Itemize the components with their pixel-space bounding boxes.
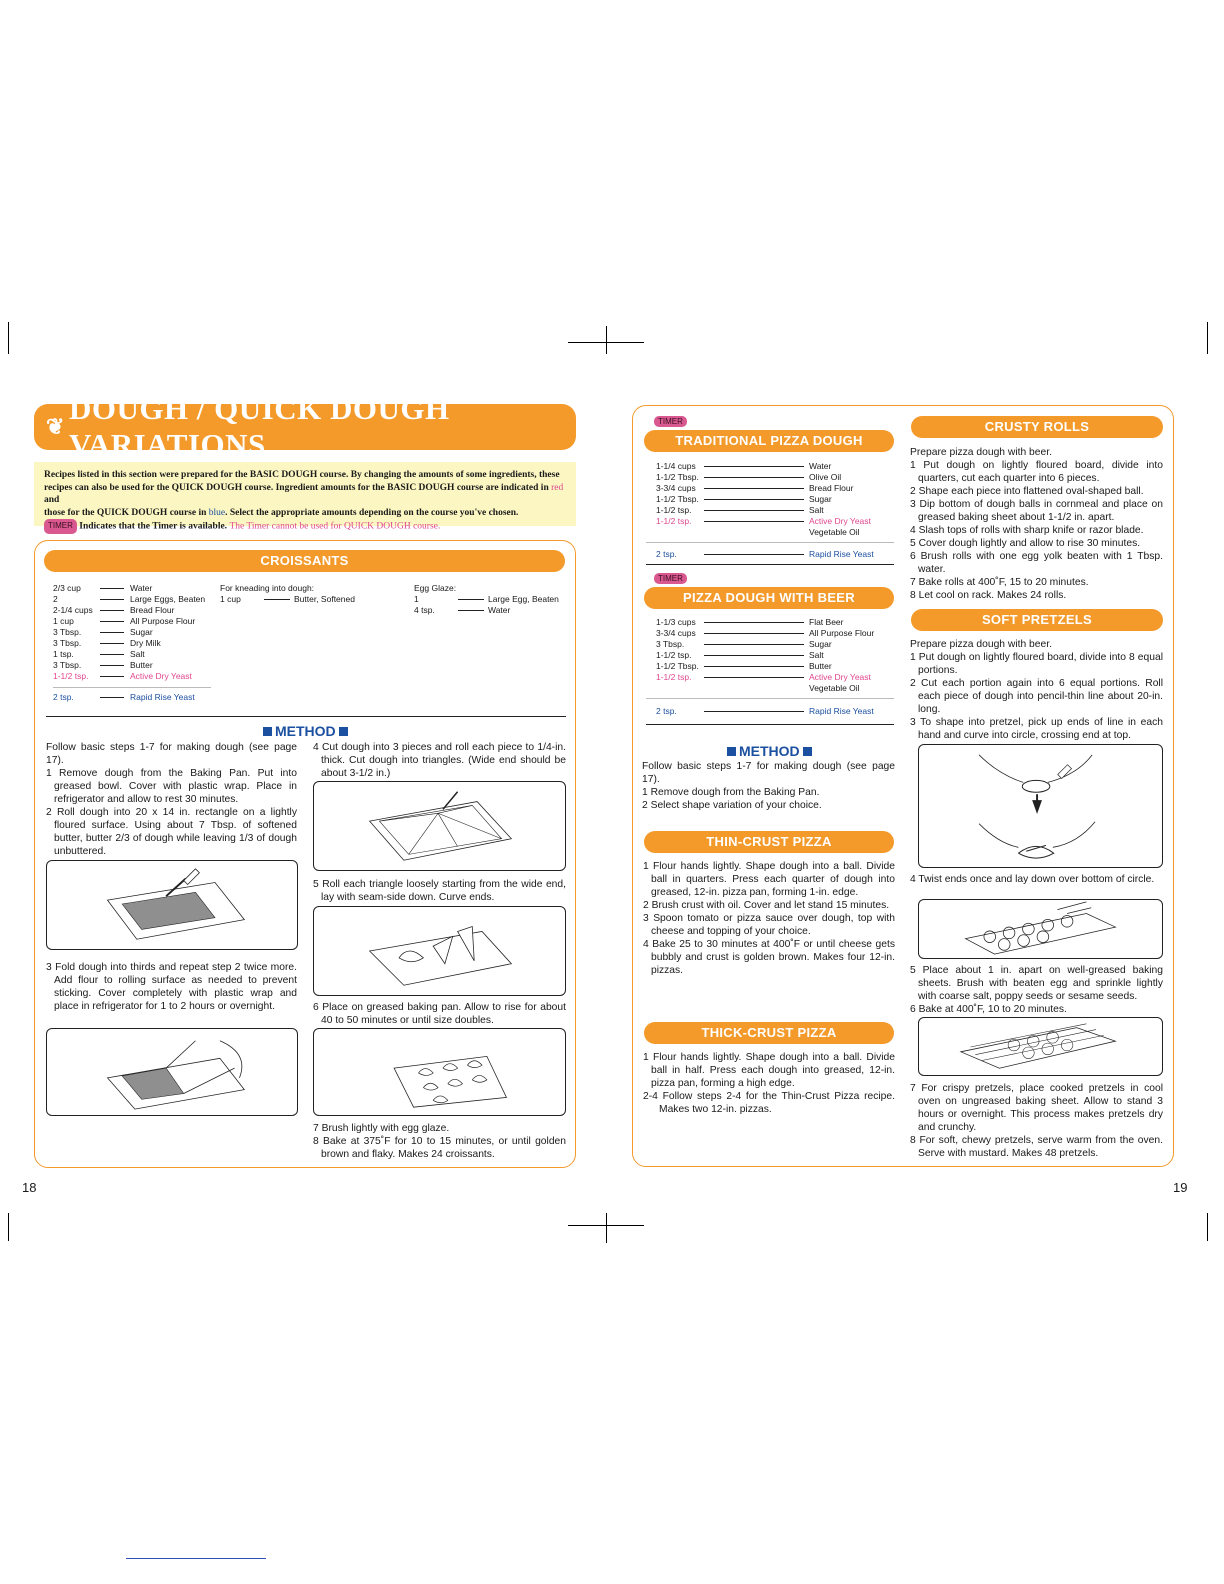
thick-crust-title: THICK-CRUST PIZZA: [644, 1022, 894, 1044]
timer-note: Indicates that the Timer is available.: [76, 521, 230, 532]
ingredient-name: Water: [130, 583, 153, 593]
section-banner: [34, 391, 576, 462]
crusty-intro: Prepare pizza dough with beer.: [910, 447, 1052, 458]
crusty-step-1: 1 Put dough on lightly floured board, divide into quarters, cut each quarter into 6 pieces.: [910, 460, 1163, 484]
ingredient-name: Large Eggs, Beaten: [130, 594, 206, 604]
croissants-step-2: 2 Roll dough into 20 x 14 in. rectangle on a lightly floured surface. Using about 7 Tbsp. of softened butter, butter 2/3 of dough while leaving 1/3 of dough unbuttered.: [46, 807, 297, 857]
crop-mark: [1207, 322, 1208, 354]
ingredient-qty: 1-1/2 tsp.: [656, 672, 692, 682]
ingredient-qty: 3 Tbsp.: [53, 627, 82, 637]
croissants-ingredients-rule: [46, 716, 566, 717]
pretzel-step-5: 5 Place about 1 in. apart on well-greased baking sheets. Brush with beaten egg and sprinkle lightly with coarse salt, poppy seeds or sesame seeds.: [910, 965, 1163, 1002]
beer-divider: [646, 698, 894, 699]
note-line-2a: recipes can also be used for the QUICK DOUGH course. Ingredient amounts for the BASIC DOUGH course are indicated in: [44, 482, 552, 493]
croissants-step-3: 3 Fold dough into thirds and repeat step 2 twice more. Add flour to rolling surface as needed to prevent sticking. Cover completely with plastic wrap and place in refrigerator for 1 to 2 hours or overnight.: [46, 962, 297, 1012]
ingredient-qty: 1 cup: [220, 594, 241, 604]
page-number-left: 18: [22, 1180, 37, 1195]
ingredient-name: Bread Flour: [130, 605, 175, 615]
leader-line: [704, 644, 804, 645]
ingredient-row: [656, 661, 896, 672]
pizza-method-steps: [642, 760, 895, 812]
illustration-shape-pretzel: [918, 744, 1163, 868]
pretzel-step-4: 4 Twist ends once and lay down over bottom of circle.: [910, 874, 1155, 885]
ingredient-row: [656, 639, 896, 650]
leader-line: [704, 488, 804, 489]
ingredient-row: [53, 671, 218, 682]
soft-pretzels-title: SOFT PRETZELS: [911, 609, 1163, 631]
croissants-steps-right-d: [313, 1122, 566, 1161]
ingredient-qty: 1: [414, 594, 419, 604]
glaze-label: Egg Glaze:: [414, 583, 457, 593]
ingredient-qty: 3 Tbsp.: [656, 639, 685, 649]
leader-line: [100, 643, 124, 644]
leader-line: [704, 521, 804, 522]
ingredient-qty: 2: [53, 594, 58, 604]
croissants-step-5: 5 Roll each triangle loosely starting from the wide end, lay with seam-side down. Curve ends.: [313, 879, 566, 903]
pretzel-steps-c: [910, 964, 1163, 1016]
crusty-step-2: 2 Shape each piece into flattened oval-shaped ball.: [910, 486, 1144, 497]
ingredient-name: Sugar: [809, 639, 832, 649]
ingredient-qty: 1-1/2 Tbsp.: [656, 661, 699, 671]
thick-step-2: 2-4 Follow steps 2-4 for the Thin-Crust Pizza recipe. Makes two 12-in. pizzas.: [643, 1091, 895, 1115]
traditional-pizza-title: TRADITIONAL PIZZA DOUGH: [644, 430, 894, 452]
pretzel-steps-d: [910, 1082, 1163, 1160]
kneading-label: For kneading into dough:: [220, 583, 315, 593]
beer-rule: [646, 724, 894, 725]
note-red-word: red: [551, 482, 564, 493]
ingredient-name: Olive Oil: [809, 472, 842, 482]
illustration-baking-pan: [313, 1028, 566, 1116]
pretzel-step-8: 8 For soft, chewy pretzels, serve warm from the oven. Serve with mustard. Makes 48 pretzels.: [910, 1135, 1163, 1159]
croissants-step-1: 1 Remove dough from the Baking Pan. Put into greased bowl. Cover with plastic wrap. Place in refrigerator and allow to rest 30 minutes.: [46, 768, 297, 805]
ingredient-name: Active Dry Yeast: [130, 671, 192, 681]
leader-line: [704, 622, 804, 623]
crusty-step-7: 7 Bake rolls at 400˚F, 15 to 20 minutes.: [910, 577, 1089, 588]
crop-mark: [8, 1213, 9, 1241]
crop-mark: [606, 326, 607, 354]
leader-line: [100, 599, 124, 600]
crusty-step-8: 8 Let cool on rack. Makes 24 rolls.: [910, 590, 1067, 601]
croissants-steps-right-a: [313, 741, 566, 780]
pizza-intro: Follow basic steps 1-7 for making dough (see page 17).: [642, 761, 895, 785]
section-title: DOUGH / QUICK DOUGH VARIATIONS: [68, 391, 450, 462]
ingredient-qty: 1-1/3 cups: [656, 617, 696, 627]
pretzel-step-6: 6 Bake at 400˚F, 10 to 20 minutes.: [910, 1004, 1067, 1015]
ingredient-name: Flat Beer: [809, 617, 844, 627]
ingredient-row: [53, 594, 218, 605]
thick-step-1: 1 Flour hands lightly. Shape dough into a ball. Divide ball in half. Press each dough into greased, 12-in. pizza pan, forming a high edge.: [643, 1052, 895, 1089]
crusty-step-4: 4 Slash tops of rolls with sharp knife or razor blade.: [910, 525, 1144, 536]
ingredient-qty: 3 Tbsp.: [53, 660, 82, 670]
ingredient-name: Bread Flour: [809, 483, 854, 493]
ingredient-qty: 2-1/4 cups: [53, 605, 93, 615]
leader-line: [704, 499, 804, 500]
ingredient-name: Sugar: [130, 627, 153, 637]
ingredient-name: Dry Milk: [130, 638, 161, 648]
beer-ingredients: [656, 617, 896, 694]
crusty-rolls-steps: [910, 446, 1163, 602]
crusty-rolls-title: CRUSTY ROLLS: [911, 416, 1163, 438]
ingredient-name: Active Dry Yeast: [809, 672, 871, 682]
illustration-roll-butter: [46, 860, 298, 950]
pretzel-steps-b: [910, 873, 1163, 886]
ingredient-row: [53, 583, 218, 594]
croissants-step-4: 4 Cut dough into 3 pieces and roll each piece to 1/4-in. thick. Cut dough into triangles. (Wide end should be about 3-1/2 in.): [313, 742, 566, 779]
ingredient-qty: 1-1/2 Tbsp.: [656, 472, 699, 482]
ingredient-name: Rapid Rise Yeast: [809, 549, 874, 559]
croissants-steps-left-b: [46, 961, 297, 1013]
crop-mark: [8, 322, 9, 354]
ingredient-qty: 2 tsp.: [656, 706, 677, 716]
crusty-step-3: 3 Dip bottom of dough balls in cornmeal and place on greased baking sheet about 1-1/2 in. apart.: [910, 499, 1163, 523]
timer-badge: TIMER: [654, 416, 687, 427]
ingredient-qty: 4 tsp.: [414, 605, 435, 615]
course-note: [34, 462, 576, 532]
leader-line: [704, 677, 804, 678]
beer-quick-ingredient: [656, 706, 896, 717]
ingredient-qty: 1-1/4 cups: [656, 461, 696, 471]
ingredient-qty: 2/3 cup: [53, 583, 81, 593]
croissants-divider: [53, 687, 211, 688]
ingredient-row: [414, 605, 574, 616]
note-line-3b: . Select the appropriate amounts depending on the course you've chosen.: [225, 507, 519, 518]
wheat-stalk-icon: ❦: [46, 414, 65, 439]
traditional-rule: [646, 564, 894, 565]
croissants-step-7: 7 Brush lightly with egg glaze.: [313, 1123, 450, 1134]
ingredient-row: [656, 472, 896, 483]
ingredient-row: [53, 638, 218, 649]
ingredient-name: Butter: [130, 660, 153, 670]
ingredient-name: Salt: [809, 505, 824, 515]
pretzel-step-2: 2 Cut each portion again into 6 equal portions. Roll each piece of dough into pencil-thin line about 20-in. long.: [910, 678, 1163, 715]
croissants-quick-ingredient: [53, 692, 218, 703]
leader-line: [100, 632, 124, 633]
pretzel-step-7: 7 For crispy pretzels, place cooked pretzels in cool oven on ungreased baking sheet. Allow to stand 3 hours or overnight. This process makes pretzels dry and crunchy.: [910, 1083, 1163, 1133]
ingredient-name: Water: [488, 605, 511, 615]
note-line-2b: and: [44, 495, 60, 505]
pretzel-step-1: 1 Put dough on lightly floured board, divide into 8 equal portions.: [910, 652, 1163, 676]
leader-line: [458, 610, 484, 611]
ingredient-qty: 1-1/2 tsp.: [656, 650, 692, 660]
illustration-baked-pretzels: [918, 1017, 1163, 1076]
thin-step-1: 1 Flour hands lightly. Shape dough into a ball. Divide ball in quarters. Press each quarter of dough into greased, 12-in. pizza pan, forming 1-in. edge.: [643, 861, 895, 898]
traditional-divider: [646, 542, 894, 543]
note-blue-word: blue: [208, 507, 226, 518]
croissants-steps-right-b: [313, 878, 566, 904]
ingredient-qty: 1 cup: [53, 616, 74, 626]
ingredient-name: Sugar: [809, 494, 832, 504]
ingredient-qty: 3 Tbsp.: [53, 638, 82, 648]
ingredient-qty: 1 tsp.: [53, 649, 74, 659]
thick-crust-steps: [643, 1051, 895, 1116]
footer-link-rule: [126, 1558, 266, 1559]
ingredient-row: [656, 650, 896, 661]
leader-line: [100, 588, 124, 589]
croissants-title: CROISSANTS: [44, 550, 565, 572]
illustration-pretzels-on-sheet: [918, 899, 1163, 959]
ingredient-row: [656, 505, 896, 516]
leader-line: [100, 610, 124, 611]
note-line-3a: those for the QUICK DOUGH course in: [44, 507, 209, 518]
ingredient-row: [656, 483, 896, 494]
ingredient-row: [656, 461, 896, 472]
ingredient-row: [656, 494, 896, 505]
ingredient-name: All Purpose Flour: [130, 616, 196, 626]
leader-line: [704, 633, 804, 634]
pretzel-steps-a: [910, 638, 1163, 742]
illustration-roll-triangles: [313, 906, 566, 996]
timer-badge: TIMER: [654, 573, 687, 584]
illustration-cut-triangles: [313, 781, 566, 871]
leader-line: [100, 654, 124, 655]
crop-mark: [1207, 1213, 1208, 1241]
leader-line: [704, 477, 804, 478]
ingredient-name: Butter: [809, 661, 832, 671]
ingredient-row: [53, 660, 218, 671]
leader-line: [100, 676, 124, 677]
croissants-main-ingredients: [53, 583, 218, 682]
leader-line: [704, 655, 804, 656]
crusty-step-6: 6 Brush rolls with one egg yolk beaten with 1 Tbsp. water.: [910, 551, 1163, 575]
leader-line: [100, 621, 124, 622]
crop-mark: [606, 1213, 607, 1243]
timer-badge: TIMER: [44, 519, 77, 534]
ingredient-row: [414, 594, 574, 605]
beer-pizza-title: PIZZA DOUGH WITH BEER: [644, 587, 894, 609]
ingredient-name: All Purpose Flour: [809, 628, 875, 638]
ingredient-name: Vegetable Oil: [809, 527, 860, 537]
thin-crust-title: THIN-CRUST PIZZA: [644, 831, 894, 853]
ingredient-row: [656, 628, 896, 639]
croissants-step-8: 8 Bake at 375˚F for 10 to 15 minutes, or until golden brown and flaky. Makes 24 croissants.: [313, 1136, 566, 1160]
croissants-steps-left-a: [46, 741, 297, 858]
croissants-steps-right-c: [313, 1001, 566, 1027]
crusty-step-5: 5 Cover dough lightly and allow to rise 30 minutes.: [910, 538, 1141, 549]
ingredient-row: [656, 516, 896, 527]
ingredient-name: Butter, Softened: [294, 594, 355, 604]
ingredient-name: Rapid Rise Yeast: [130, 692, 195, 702]
ingredient-row: [53, 616, 218, 627]
ingredient-qty: 1-1/2 tsp.: [656, 505, 692, 515]
pretzel-step-3: 3 To shape into pretzel, pick up ends of line in each hand and curve into circle, crossing end at top.: [910, 717, 1163, 741]
ingredient-qty: 2 tsp.: [53, 692, 74, 702]
ingredient-row: [656, 672, 896, 683]
ingredient-name: Large Egg, Beaten: [488, 594, 559, 604]
timer-warning: The Timer cannot be used for QUICK DOUGH course.: [229, 521, 441, 532]
ingredient-row: [53, 605, 218, 616]
croissants-glaze: [414, 583, 574, 616]
ingredient-qty: 3-3/4 cups: [656, 483, 696, 493]
leader-line: [458, 599, 484, 600]
ingredient-qty: 1-1/2 Tbsp.: [656, 494, 699, 504]
traditional-quick-ingredient: [656, 549, 896, 560]
ingredient-qty: 3-3/4 cups: [656, 628, 696, 638]
note-line-1: Recipes listed in this section were prepared for the BASIC DOUGH course. By changing the amounts of some ingredients, these: [44, 470, 560, 480]
ingredient-row: [53, 627, 218, 638]
thin-step-2: 2 Brush crust with oil. Cover and let stand 15 minutes.: [643, 900, 890, 911]
leader-line: [704, 666, 804, 667]
ingredient-qty: 1-1/2 tsp.: [53, 671, 89, 681]
thin-crust-steps: [643, 860, 895, 977]
ingredient-row: [53, 649, 218, 660]
ingredient-row: [656, 617, 896, 628]
ingredient-name: Active Dry Yeast: [809, 516, 871, 526]
ingredient-name: Vegetable Oil: [809, 683, 860, 693]
traditional-ingredients: [656, 461, 896, 538]
croissants-step-6: 6 Place on greased baking pan. Allow to rise for about 40 to 50 minutes or until size doubles.: [313, 1002, 566, 1026]
page-number-right: 19: [1173, 1180, 1188, 1195]
pizza-step-2: 2 Select shape variation of your choice.: [642, 800, 822, 811]
croissants-kneading: [220, 583, 400, 605]
pizza-method-heading: METHOD: [724, 743, 815, 759]
illustration-fold-dough: [46, 1028, 298, 1116]
ingredient-name: Salt: [809, 650, 824, 660]
ingredient-name: Salt: [130, 649, 145, 659]
leader-line: [704, 466, 804, 467]
thin-step-4: 4 Bake 25 to 30 minutes at 400˚F or until cheese gets bubbly and crust is golden brown. Makes four 12-in. pizzas.: [643, 939, 895, 976]
ingredient-qty: 1-1/2 tsp.: [656, 516, 692, 526]
leader-line: [704, 510, 804, 511]
ingredient-name: Rapid Rise Yeast: [809, 706, 874, 716]
pretzel-intro: Prepare pizza dough with beer.: [910, 639, 1052, 650]
pizza-step-1: 1 Remove dough from the Baking Pan.: [642, 787, 820, 798]
ingredient-name: Water: [809, 461, 832, 471]
ingredient-qty: 2 tsp.: [656, 549, 677, 559]
thin-step-3: 3 Spoon tomato or pizza sauce over dough, top with cheese and topping of your choice.: [643, 913, 895, 937]
croissants-intro: Follow basic steps 1-7 for making dough (see page 17).: [46, 742, 297, 766]
croissants-method-heading: METHOD: [260, 723, 351, 739]
leader-line: [100, 665, 124, 666]
